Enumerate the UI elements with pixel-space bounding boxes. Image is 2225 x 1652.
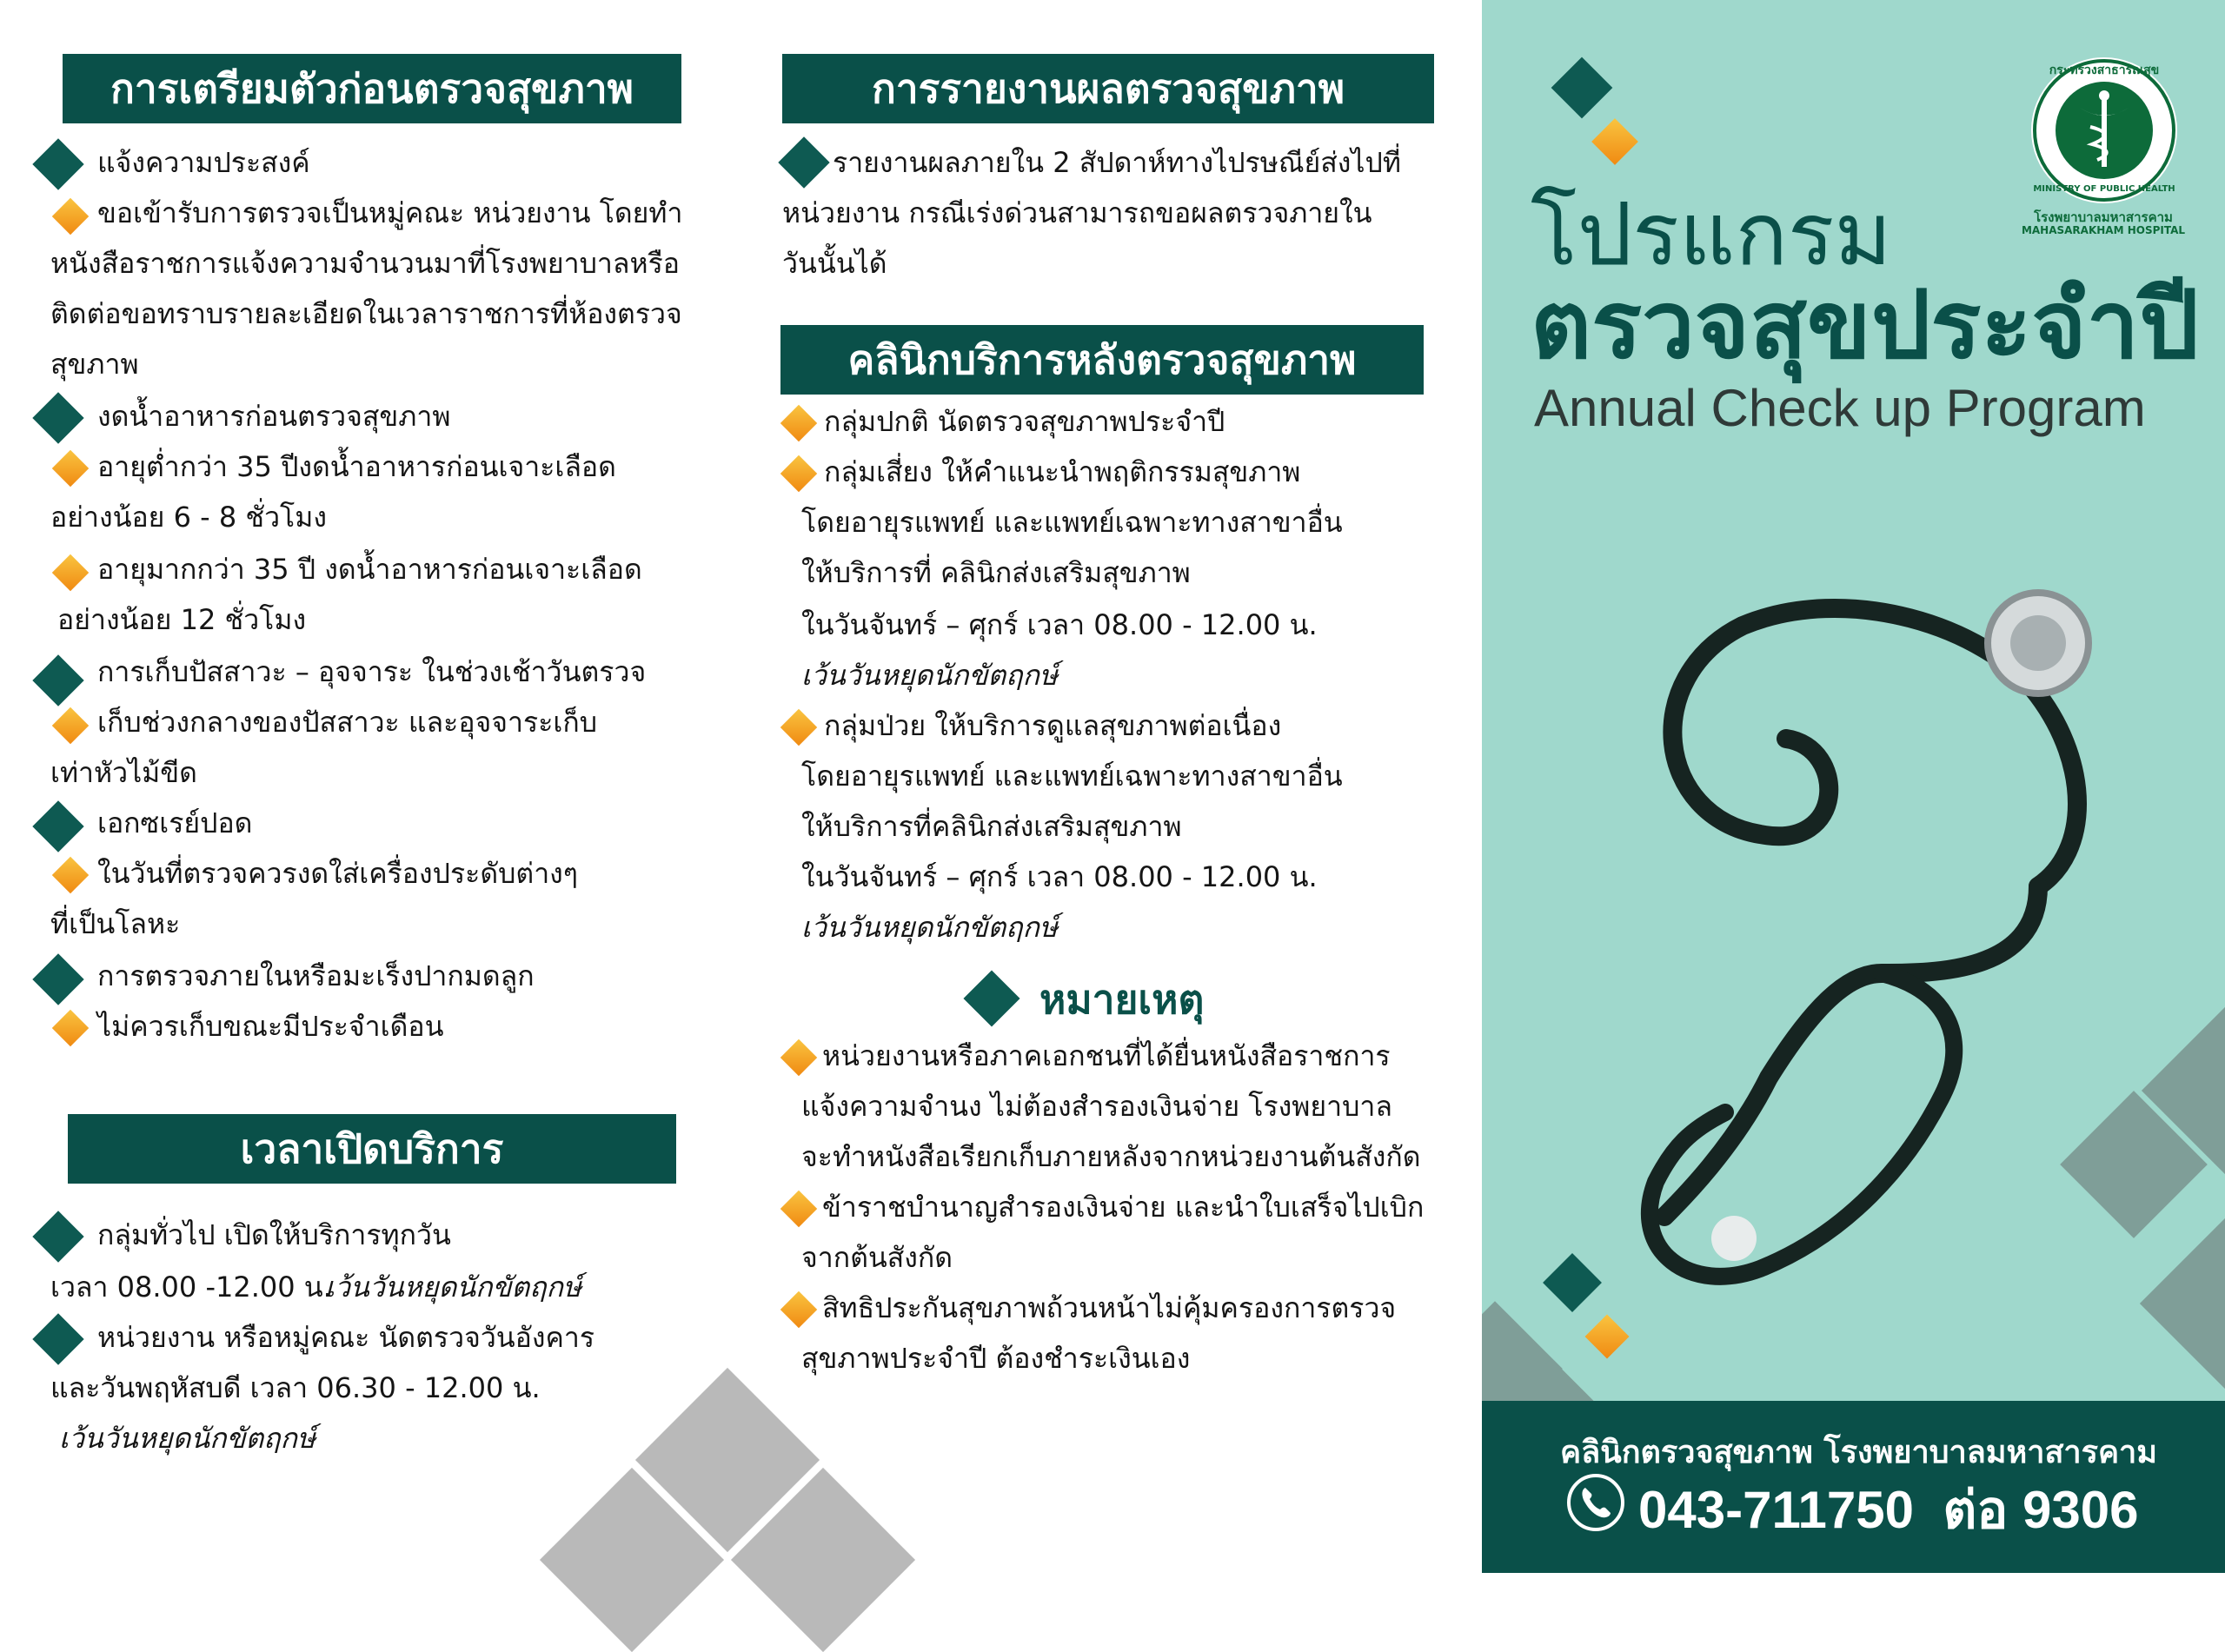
- report-line: หน่วยงาน กรณีเร่งด่วนสามารถขอผลตรวจภายใน: [782, 196, 1372, 229]
- prep-line: เอกซเรย์ปอด: [97, 806, 253, 839]
- note-line: สุขภาพประจำปี ต้องชำระเงินเอง: [801, 1342, 1191, 1375]
- bullet-diamond-yellow: [780, 1039, 817, 1076]
- bullet-diamond-dark: [32, 953, 83, 1005]
- clinic-line: ให้บริการที่ คลินิกส่งเสริมสุขภาพ: [801, 556, 1191, 589]
- bullet-diamond-dark: [32, 1211, 83, 1262]
- logo-ring-bottom: MINISTRY OF PUBLIC HEALTH: [2033, 184, 2175, 194]
- note-line: จากต้นสังกัด: [801, 1241, 953, 1274]
- prep-line: ติดต่อขอทราบรายละเอียดในเวลาราชการที่ห้องตรวจ: [50, 297, 682, 330]
- clinic-line: โดยอายุรแพทย์ และแพทย์เฉพาะทางสาขาอื่น: [801, 760, 1343, 793]
- logo: [2028, 54, 2181, 207]
- clinic-line: กลุ่มปกติ นัดตรวจสุขภาพประจำปี: [824, 405, 1225, 438]
- bullet-diamond-yellow: [52, 857, 89, 893]
- hospital-name-en: MAHASARAKHAM HOSPITAL: [2021, 224, 2186, 236]
- hours-line-italic: เว้นวันหยุดนักขัตฤกษ์: [59, 1422, 315, 1455]
- note-line: จะทำหนังสือเรียกเก็บภายหลังจากหน่วยงานต้นสังกัด: [801, 1140, 1421, 1173]
- clinic-line: โดยอายุรแพทย์ และแพทย์เฉพาะทางสาขาอื่น: [801, 506, 1343, 539]
- clinic-heading: คลินิกบริการหลังตรวจสุขภาพ: [780, 325, 1424, 395]
- hospital-name-th: โรงพยาบาลมหาสารคาม: [2034, 209, 2173, 225]
- bullet-diamond-dark: [32, 138, 83, 189]
- bullet-diamond-dark: [32, 1313, 83, 1364]
- clinic-line: ให้บริการที่คลินิกส่งเสริมสุขภาพ: [801, 810, 1182, 843]
- report-line: วันนั้นได้: [782, 247, 887, 280]
- note-line: แจ้งความจำนง ไม่ต้องสำรองเงินจ่าย โรงพยาบาล: [801, 1090, 1392, 1123]
- prep-line: อายุมากกว่า 35 ปี งดน้ำอาหารก่อนเจาะเลือด: [97, 553, 642, 586]
- note-line: หน่วยงานหรือภาคเอกชนที่ได้ยื่นหนังสือราชการ: [822, 1039, 1391, 1072]
- clinic-line-italic: เว้นวันหยุดนักขัตฤกษ์: [801, 911, 1058, 944]
- bullet-diamond-yellow: [780, 1291, 817, 1328]
- bullet-diamond-yellow: [780, 709, 817, 746]
- clinic-line-italic: เว้นวันหยุดนักขัตฤกษ์: [801, 659, 1058, 692]
- hours-line: หน่วยงาน หรือหมู่คณะ นัดตรวจวันอังคาร: [97, 1321, 595, 1354]
- prep-line: เก็บช่วงกลางของปัสสาวะ และอุจจาระเก็บ: [97, 706, 598, 739]
- prep-heading: การเตรียมตัวก่อนตรวจสุขภาพ: [63, 54, 681, 123]
- phone-icon[interactable]: [1567, 1474, 1624, 1531]
- prep-line: ในวันที่ตรวจควรงดใส่เครื่องประดับต่างๆ: [97, 857, 578, 890]
- prep-line: ที่เป็นโลหะ: [50, 907, 181, 940]
- prep-line: สุขภาพ: [50, 348, 139, 381]
- note-heading: หมายเหตุ: [1039, 976, 1205, 1023]
- bullet-diamond-dark: [963, 970, 1020, 1026]
- prep-line: ขอเข้ารับการตรวจเป็นหมู่คณะ หน่วยงาน โดยทำ: [97, 196, 683, 229]
- hours-line: เวลา 08.00 -12.00 น.: [50, 1271, 332, 1304]
- prep-line: งดน้ำอาหารก่อนตรวจสุขภาพ: [97, 400, 451, 433]
- bullet-diamond-yellow: [780, 455, 817, 492]
- bullet-diamond-dark: [778, 136, 829, 188]
- hours-line: กลุ่มทั่วไป เปิดให้บริการทุกวัน: [97, 1218, 451, 1251]
- bullet-diamond-dark: [32, 392, 83, 443]
- phone-number[interactable]: 043-711750 ต่อ 9306: [1638, 1481, 2139, 1539]
- logo-ring-top: กระทรวงสาธารณสุข: [2049, 63, 2160, 77]
- cover-footer: [1482, 1401, 2225, 1573]
- hours-line-italic: เว้นวันหยุดนักขัตฤกษ์: [325, 1271, 581, 1304]
- prep-line: การตรวจภายในหรือมะเร็งปากมดลูก: [97, 959, 535, 992]
- note-line: สิทธิประกันสุขภาพถ้วนหน้าไม่คุ้มครองการตรวจ: [822, 1291, 1397, 1324]
- title-line1: โปรแกรม: [1531, 183, 1892, 285]
- stethoscope-illustration: [1482, 487, 2225, 1443]
- bullet-diamond-yellow: [52, 707, 89, 744]
- bullet-diamond-yellow: [780, 1191, 817, 1227]
- title-line2: ตรวจสุขประจำปี: [1531, 271, 2199, 380]
- prep-line: อายุต่ำกว่า 35 ปีงดน้ำอาหารก่อนเจาะเลือด: [97, 450, 616, 483]
- bullet-diamond-yellow: [52, 1010, 89, 1046]
- clinic-line: ในวันจันทร์ – ศุกร์ เวลา 08.00 - 12.00 น.: [801, 860, 1318, 893]
- report-line: รายงานผลภายใน 2 สัปดาห์ทางไปรษณีย์ส่งไปที่: [833, 146, 1401, 179]
- clinic-line: กลุ่มป่วย ให้บริการดูแลสุขภาพต่อเนื่อง: [824, 709, 1282, 742]
- bullet-diamond-yellow: [52, 450, 89, 487]
- clinic-line: ในวันจันทร์ – ศุกร์ เวลา 08.00 - 12.00 น.: [801, 608, 1318, 641]
- prep-line: ไม่ควรเก็บขณะมีประจำเดือน: [97, 1010, 444, 1043]
- bullet-diamond-dark: [32, 800, 83, 852]
- prep-line: อย่างน้อย 12 ชั่วโมง: [57, 603, 307, 636]
- footer-clinic: คลินิกตรวจสุขภาพ โรงพยาบาลมหาสารคาม: [1560, 1435, 2158, 1470]
- prep-line: แจ้งความประสงค์: [97, 146, 310, 179]
- hours-line: และวันพฤหัสบดี เวลา 06.30 - 12.00 น.: [50, 1371, 541, 1404]
- prep-line: การเก็บปัสสาวะ – อุจจาระ ในช่วงเช้าวันตรวจ: [97, 655, 647, 688]
- title-en: Annual Check up Program: [1534, 379, 2146, 437]
- prep-line: อย่างน้อย 6 - 8 ชั่วโมง: [50, 501, 327, 534]
- clinic-line: กลุ่มเสี่ยง ให้คำแนะนำพฤติกรรมสุขภาพ: [824, 455, 1301, 488]
- cover-panel: [1482, 0, 2225, 1573]
- prep-line: เท่าหัวไม้ขีด: [50, 756, 197, 789]
- report-heading: การรายงานผลตรวจสุขภาพ: [782, 54, 1434, 123]
- note-line: ข้าราชบำนาญสำรองเงินจ่าย และนำใบเสร็จไปเบิก: [822, 1191, 1425, 1224]
- prep-line: หนังสือราชการแจ้งความจำนวนมาที่โรงพยาบาลหรือ: [50, 247, 680, 280]
- bullet-diamond-yellow: [52, 554, 89, 591]
- bullet-diamond-yellow: [780, 405, 817, 441]
- hours-heading: เวลาเปิดบริการ: [68, 1114, 676, 1184]
- decorative-diamond-yellow: [1591, 118, 1638, 165]
- bullet-diamond-dark: [32, 654, 83, 706]
- decorative-diamond-dark: [1551, 57, 1613, 119]
- bullet-diamond-yellow: [52, 198, 89, 235]
